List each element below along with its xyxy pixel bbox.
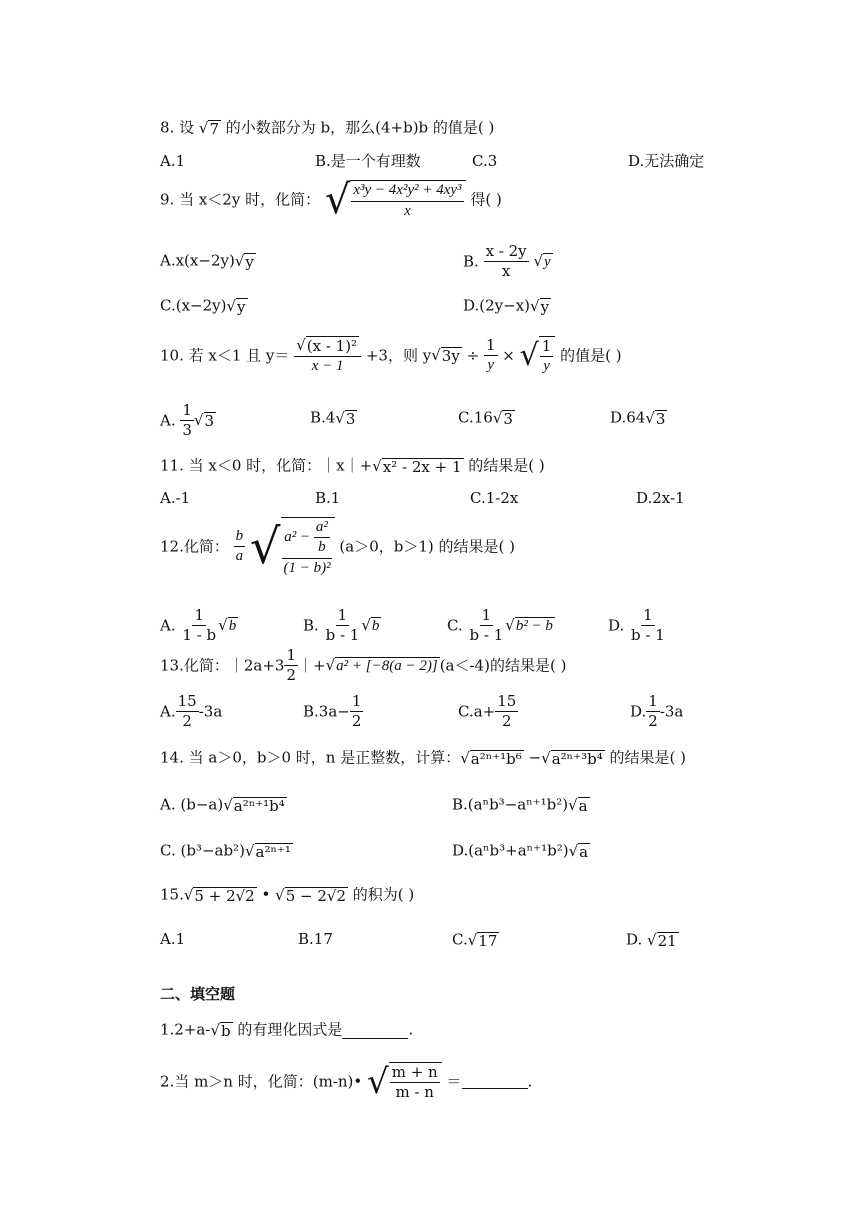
q13-option-d: D. $\frac{1}{2}$ -3a <box>630 692 684 731</box>
q12-option-a: A. $\frac{1}{1 - b}$ √b <box>160 606 237 645</box>
q10-option-a: A. $\frac{1}{3}$ √3 <box>160 401 215 440</box>
q11-option-c: C.1-2x <box>470 489 519 507</box>
fill-question-2: 2.当 m＞n 时，化简：(m-n)• √ $\frac{m + n}{m - n}$ ＝ . <box>160 1061 533 1102</box>
q11-stem: 11. 当 x＜0 时，化简：｜x｜+√x² - 2x + 1 的结果是( ) <box>160 456 545 476</box>
section-heading: 二、填空题 <box>160 985 236 1003</box>
q14-option-a: A. (b−a)√a²ⁿ⁺¹b⁴ <box>160 795 285 815</box>
q11-option-a: A.-1 <box>160 489 191 507</box>
q13-stem: 13.化简：｜2a+3 $\frac{1}{2}$ ｜+√a² + [−8(a − 2)] (a＜-4)的结果是( ) <box>160 646 567 685</box>
answer-blank <box>342 1024 408 1039</box>
q14-option-b: B.(aⁿb³−aⁿ⁺¹b²)√a <box>452 795 588 815</box>
q9-option-c: C.(x−2y)√y <box>160 296 246 316</box>
answer-blank <box>462 1074 528 1089</box>
q15-option-b: B.17 <box>298 930 333 948</box>
q14-option-d: D.(aⁿb³+aⁿ⁺¹b²)√a <box>452 841 589 861</box>
q9-option-d: D.(2y−x)√y <box>463 296 550 316</box>
fill-question-1: 1.2+a-√b 的有理化因式是 . <box>160 1020 414 1040</box>
q8-option-d: D.无法确定 <box>628 152 705 170</box>
q15-option-a: A.1 <box>160 930 186 948</box>
q14-stem: 14. 当 a＞0，b＞0 时，n 是正整数，计算：√a²ⁿ⁺¹b⁶ −√a²ⁿ⁺³b⁴ 的结果是( ) <box>160 748 686 768</box>
q9-radical: √ $\frac{\text{x³y − 4x²y² + 4xy³}}{x}$ <box>325 180 466 220</box>
q9-stem: 9. 当 x＜2y 时，化简： √ $\frac{\text{x³y − 4x²y² + 4xy³}}{x}$ 得( ) <box>160 177 502 223</box>
sqrt-7: √7 <box>198 119 219 138</box>
q8-option-a: A.1 <box>160 152 186 170</box>
q13-option-c: C.a+ $\frac{15}{2}$ <box>458 692 517 731</box>
q15-option-c: C.√17 <box>452 930 498 950</box>
q8-option-b: B.是一个有理数 <box>315 152 421 170</box>
q8-stem: 8. 设 √7 的小数部分为 b，那么(4+b)b 的值是( ) <box>160 118 495 138</box>
q8-option-c: C.3 <box>472 152 498 170</box>
q15-stem: 15.√5 + 2√2 • √5 − 2√2 的积为( ) <box>160 885 415 905</box>
q14-option-c: C. (b³−ab²)√a²ⁿ⁺¹ <box>160 841 291 861</box>
q11-option-b: B.1 <box>315 489 341 507</box>
q12-option-c: C. $\frac{1}{b - 1}$ √b² − b <box>447 606 553 645</box>
q13-option-b: B.3a− $\frac{1}{2}$ <box>303 692 362 731</box>
q12-option-d: D. $\frac{1}{b - 1}$ <box>608 606 665 645</box>
q9-option-b: B. $\frac{x - 2y}{x}$ √y <box>463 242 551 281</box>
q12-stem: 12.化简： $\frac{b}{a}$ √ a² − $\frac{\text{a²}}{b}$ (1 − b)² (a＞0，b＞1) 的结果是( ) <box>160 518 515 576</box>
q10-option-b: B.4√3 <box>310 408 356 428</box>
q10-option-c: C.16√3 <box>458 408 513 428</box>
q15-option-d: D. √21 <box>626 930 677 950</box>
q10-stem: 10. 若 x＜1 且 y＝ $\frac{\text{√(x - 1)²}}{x - 1}$ +3，则 y√3y ÷ $\frac{1}{y}$ × √ $\frac{1}{y}$ 的值是( ) <box>160 336 622 375</box>
q12-option-b: B. $\frac{1}{b - 1}$ √b <box>303 606 380 645</box>
q10-option-d: D.64√3 <box>610 408 666 428</box>
q9-option-a: A.x(x−2y)√y <box>160 251 254 271</box>
q11-option-d: D.2x-1 <box>636 489 685 507</box>
q13-option-a: A. $\frac{15}{2}$ -3a <box>160 692 223 731</box>
